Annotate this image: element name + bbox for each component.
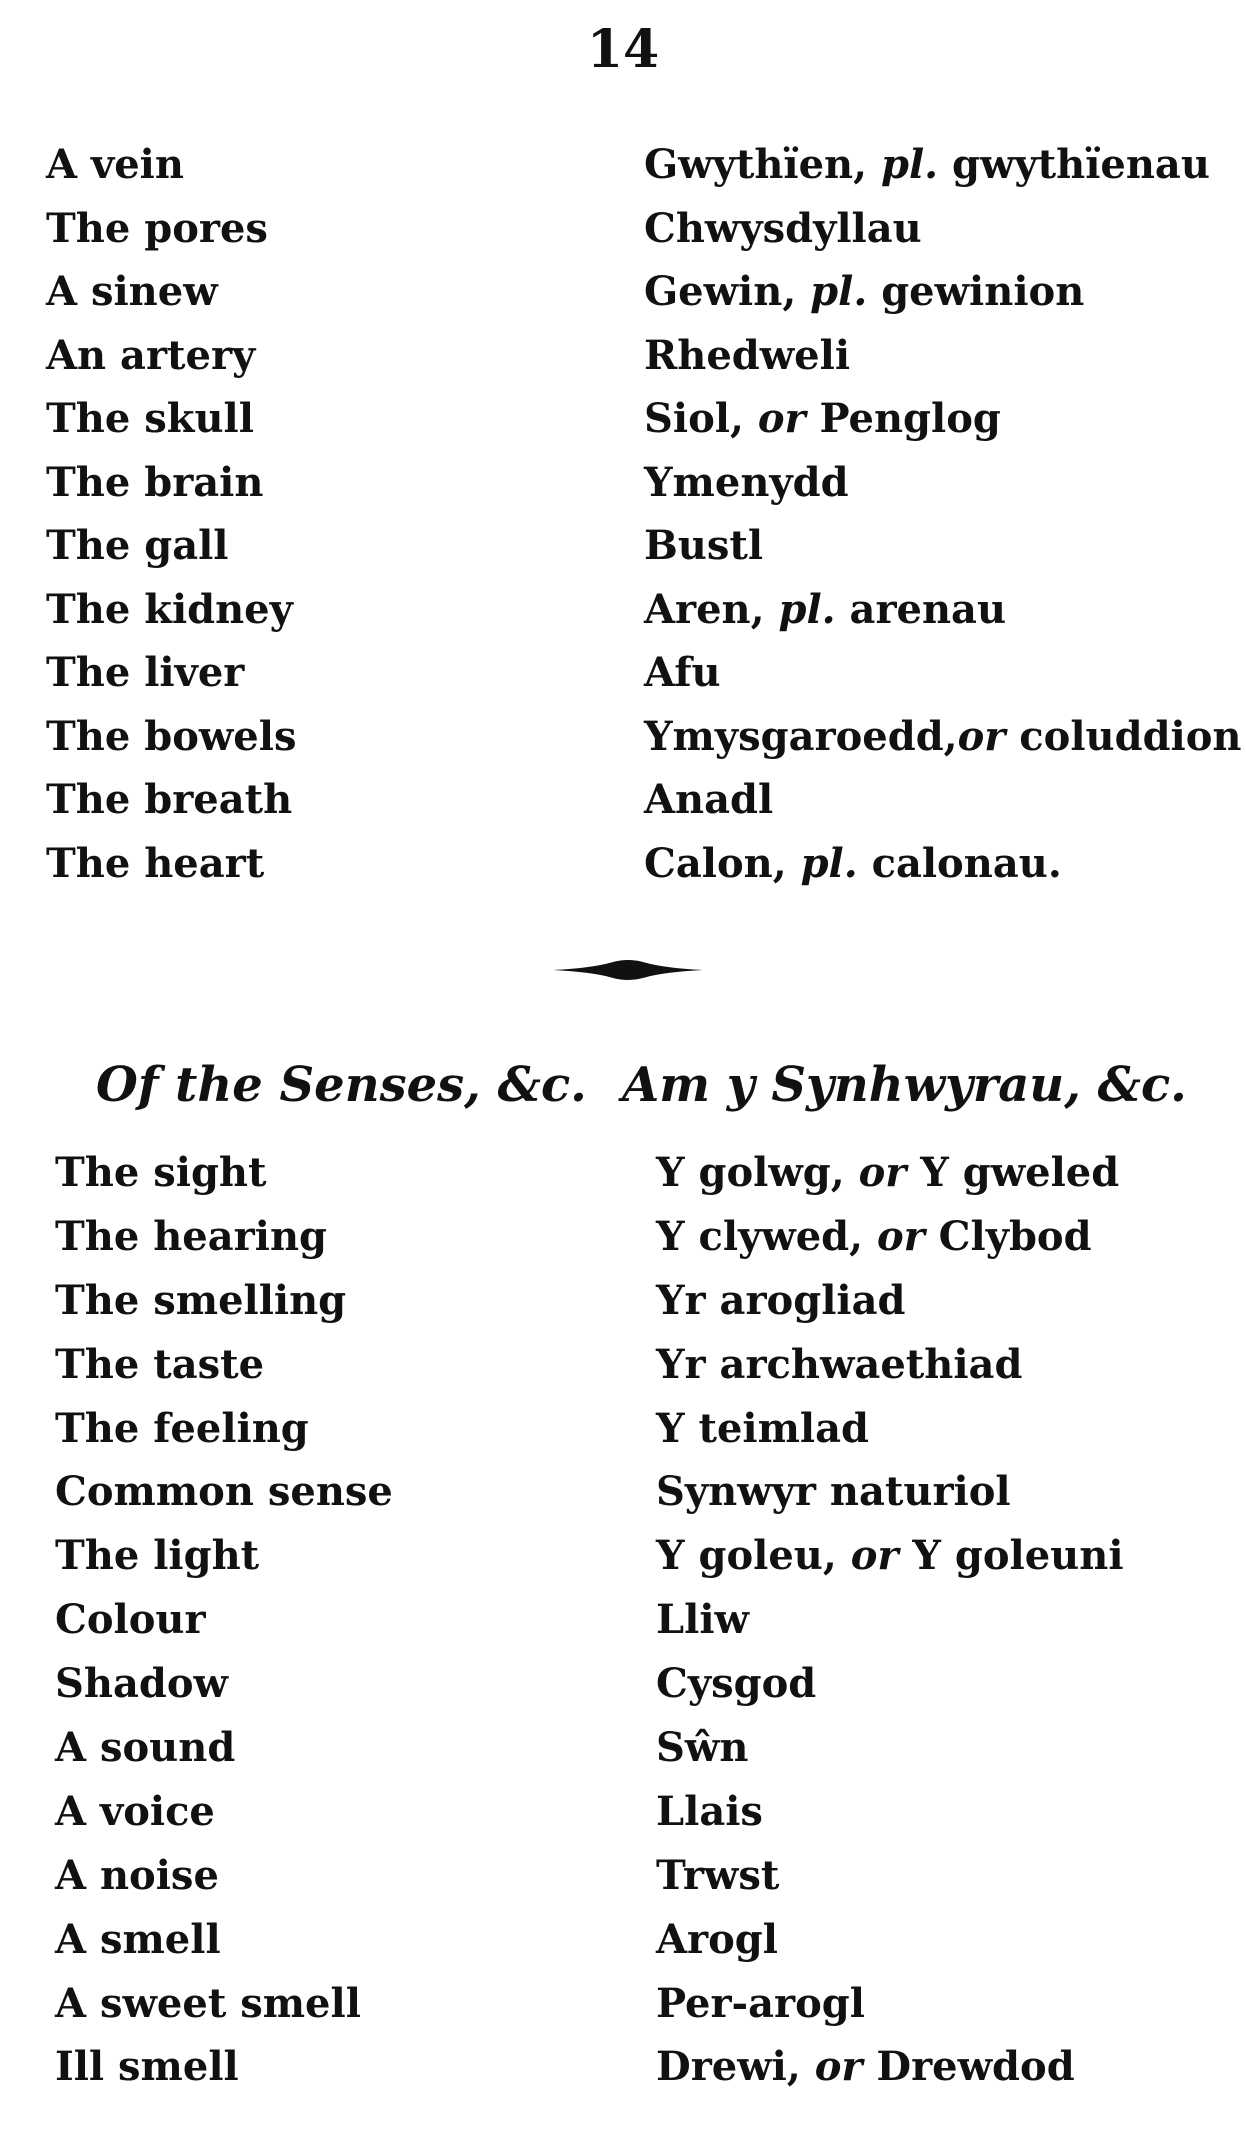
english-term: The brain (46, 458, 264, 506)
welsh-term-part: Y clywed, (656, 1212, 877, 1260)
english-term: The kidney (46, 585, 293, 633)
welsh-term-part: Y goleuni (898, 1532, 1124, 1580)
welsh-term-part: Bustl (644, 522, 764, 569)
welsh-term (644, 140, 1210, 190)
welsh-term-part: Cysgod (656, 1660, 817, 1708)
welsh-term-part: Arogl (656, 1915, 778, 1963)
vocabulary-row (0, 1787, 1246, 1851)
welsh-term (656, 1979, 865, 2029)
welsh-term-part: coluddion (1005, 712, 1242, 760)
vocabulary-row (0, 839, 1246, 903)
welsh-term-part: Per-arogl (656, 1979, 865, 2027)
welsh-term (644, 521, 763, 571)
vocabulary-row (0, 1276, 1246, 1340)
english-term: The smelling (55, 1276, 347, 1324)
english-term: The breath (46, 776, 293, 823)
english-term: Common sense (55, 1468, 393, 1516)
welsh-term-part: Gwythïen, (644, 141, 881, 188)
english-term: The skull (46, 395, 254, 442)
welsh-term-italic-part: pl. (810, 268, 868, 315)
vocabulary-row (0, 521, 1246, 585)
welsh-term-part: Ymysgaroedd, (644, 712, 958, 760)
welsh-term-part: Gewin, (644, 268, 811, 315)
vocabulary-row (0, 1979, 1246, 2043)
welsh-term-part: Sŵn (656, 1724, 749, 1772)
welsh-term (656, 1915, 778, 1965)
welsh-term-part: Y goleu, (656, 1532, 851, 1580)
vocabulary-row (0, 775, 1246, 839)
section-heading-welsh: Am y Synhwyrau, &c. (622, 1057, 1187, 1113)
vocabulary-row (0, 267, 1246, 331)
section-heading-english: Of the Senses, &c. (96, 1057, 587, 1113)
welsh-term-part: Drewi, (656, 2043, 815, 2091)
english-term: Ill smell (55, 2043, 239, 2091)
welsh-term-part: Calon, (644, 839, 801, 887)
welsh-term (656, 1340, 1022, 1390)
welsh-term-part: Yr arogliad (656, 1276, 906, 1324)
welsh-term (644, 775, 773, 825)
welsh-term (656, 1276, 905, 1326)
welsh-term (644, 585, 1006, 635)
welsh-term (644, 331, 850, 381)
vocabulary-row (0, 648, 1246, 712)
welsh-term-part: Y teimlad (656, 1404, 870, 1452)
welsh-term (656, 1659, 816, 1709)
welsh-term (656, 1467, 1011, 1517)
vocabulary-row (0, 1915, 1246, 1979)
vocabulary-row (0, 394, 1246, 458)
welsh-term (656, 1404, 869, 1454)
vocabulary-row (0, 1148, 1246, 1212)
english-term: The hearing (55, 1212, 327, 1260)
welsh-term-part: Drewdod (862, 2043, 1075, 2091)
vocabulary-row (0, 1212, 1246, 1276)
english-term: The liver (46, 649, 245, 696)
welsh-term-part: Clybod (924, 1212, 1092, 1260)
welsh-term-italic-part: or (876, 1212, 925, 1260)
welsh-term-italic-part: pl. (800, 839, 858, 887)
welsh-term-italic-part: or (858, 1149, 907, 1196)
welsh-term-part: Llais (656, 1787, 763, 1835)
english-term: The light (55, 1532, 260, 1580)
welsh-term-part: Afu (644, 649, 721, 696)
welsh-term-part: arenau (835, 585, 1007, 633)
welsh-term (644, 267, 1084, 317)
welsh-term-part: Ymenydd (644, 458, 849, 506)
english-term: The taste (55, 1340, 265, 1388)
welsh-term-part: Y golwg, (656, 1149, 859, 1196)
english-term: An artery (46, 331, 256, 379)
welsh-term-part: Siol, (644, 395, 758, 442)
vocabulary-row (0, 204, 1246, 268)
welsh-term-part: Yr archwaethiad (656, 1340, 1023, 1388)
welsh-term (656, 1787, 763, 1837)
english-term: The bowels (46, 712, 297, 760)
english-term: A sound (55, 1724, 236, 1772)
welsh-term (644, 394, 1001, 444)
vocabulary-row (0, 2042, 1246, 2106)
welsh-term (644, 839, 1062, 889)
english-term: A smell (55, 1915, 221, 1963)
welsh-term-italic-part: pl. (778, 585, 836, 633)
vocabulary-row (0, 458, 1246, 522)
vocabulary-row (0, 1595, 1246, 1659)
welsh-term-italic-part: or (814, 2043, 863, 2091)
welsh-term (656, 1851, 779, 1901)
welsh-term-part: gwythïenau (938, 141, 1210, 188)
vocabulary-row (0, 712, 1246, 776)
vocabulary-row (0, 1659, 1246, 1723)
section-divider-ornament (553, 958, 703, 982)
vocabulary-row (0, 1723, 1246, 1787)
welsh-term-italic-part: pl. (880, 141, 939, 188)
vocabulary-row (0, 331, 1246, 395)
welsh-term-part: Aren, (644, 585, 779, 633)
welsh-term (656, 1723, 748, 1773)
welsh-term (656, 1595, 749, 1645)
english-term: A vein (46, 141, 184, 188)
welsh-term-part: Anadl (644, 776, 774, 823)
welsh-term (656, 1148, 1119, 1198)
welsh-term-italic-part: or (957, 712, 1006, 760)
welsh-term (656, 2042, 1075, 2092)
welsh-term-part: Trwst (656, 1851, 780, 1899)
welsh-term-part: Rhedweli (644, 331, 851, 379)
vocabulary-row (0, 1404, 1246, 1468)
welsh-term-part: Synwyr naturiol (656, 1468, 1011, 1516)
welsh-term (644, 458, 849, 508)
welsh-term (644, 204, 922, 254)
english-term: Colour (55, 1596, 206, 1644)
welsh-term-part: Chwysdyllau (644, 204, 922, 252)
page-number: 14 (586, 19, 660, 80)
english-term: Shadow (55, 1660, 228, 1708)
english-term: The heart (46, 839, 265, 887)
english-term: The feeling (55, 1404, 309, 1452)
senses-list (0, 1148, 1246, 2106)
welsh-term-part: Penglog (805, 395, 1001, 442)
english-term: The sight (55, 1149, 267, 1196)
body-parts-list (0, 140, 1246, 902)
english-term: The gall (46, 522, 229, 569)
welsh-term (644, 648, 721, 698)
vocabulary-row (0, 1340, 1246, 1404)
welsh-term (656, 1212, 1092, 1262)
vocabulary-row (0, 140, 1246, 204)
vocabulary-row (0, 1467, 1246, 1531)
vocabulary-row (0, 1851, 1246, 1915)
vocabulary-row (0, 1531, 1246, 1595)
welsh-term-part: Lliw (656, 1596, 749, 1644)
english-term: A voice (55, 1787, 215, 1835)
welsh-term (644, 712, 1242, 762)
welsh-term-part: gewinion (867, 268, 1085, 315)
welsh-term-part: calonau. (857, 839, 1062, 887)
english-term: A sweet smell (55, 1979, 361, 2027)
welsh-term (656, 1531, 1124, 1581)
english-term: A noise (55, 1851, 219, 1899)
vocabulary-row (0, 585, 1246, 649)
welsh-term-italic-part: or (757, 395, 806, 442)
english-term: The pores (46, 204, 268, 252)
welsh-term-part: Y gweled (906, 1149, 1120, 1196)
welsh-term-italic-part: or (850, 1532, 899, 1580)
english-term: A sinew (46, 268, 218, 315)
